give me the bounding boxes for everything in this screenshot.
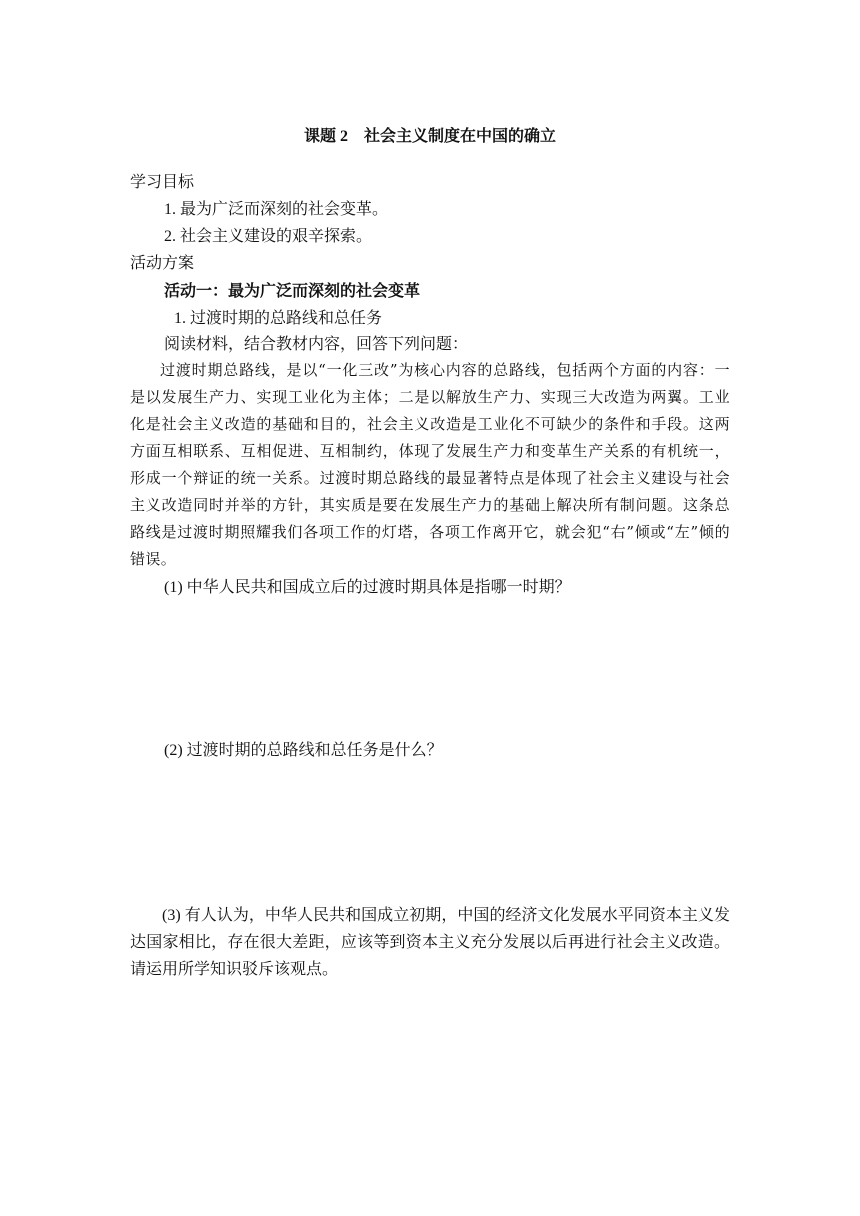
goals-heading: 学习目标 [130, 174, 195, 191]
reading-instruction: 阅读材料，结合教材内容，回答下列问题： [164, 336, 469, 353]
page-title: 课题 2 社会主义制度在中国的确立 [303, 128, 556, 145]
reading-material: 过渡时期总路线，是以“一化三改”为核心内容的总路线，包括两个方面的内容：一是以发展生产力、实现工业化为主体；二是以解放生产力、实现三大改造为两翼。工业化是社会主义改造的基础和目的，社会主义改造是工业化不可缺少的条件和手段。这两方面互相联系、互相促进、互相制约，体现了发展生产力和变革生产关系的有机统一，形成一个辩证的统一关系。过渡时期总路线的最显著特点是体现了社会主义建设与社会主义改造同时并举的方针，其实质是要在发展生产力的基础上解决所有制问题。这条总路线是过渡时期照耀我们各项工作的灯塔，各项工作离开它，就会犯“右”倾或“左”倾的错误。 [130, 361, 730, 568]
goal-item-2: 2. 社会主义建设的艰辛探索。 [164, 228, 373, 245]
activity1-heading: 活动一：最为广泛而深刻的社会变革 [164, 283, 421, 300]
answer-space-3 [130, 990, 730, 1190]
question-1: (1) 中华人民共和国成立后的过渡时期具体是指哪一时期？ [164, 579, 571, 596]
goal-item-1: 1. 最为广泛而深刻的社会变革。 [164, 201, 389, 218]
plan-heading: 活动方案 [130, 255, 195, 272]
answer-space-2 [130, 768, 730, 898]
question-2: (2) 过渡时期的总路线和总任务是什么？ [164, 742, 443, 759]
answer-space-1 [130, 605, 730, 735]
question-3: (3) 有人认为，中华人民共和国成立初期，中国的经济文化发展水平同资本主义发达国家相比，存在很大差距，应该等到资本主义充分发展以后再进行社会主义改造。请运用所学知识驳斥该观点。 [130, 907, 730, 978]
activity1-subheading: 1. 过渡时期的总路线和总任务 [174, 310, 383, 327]
